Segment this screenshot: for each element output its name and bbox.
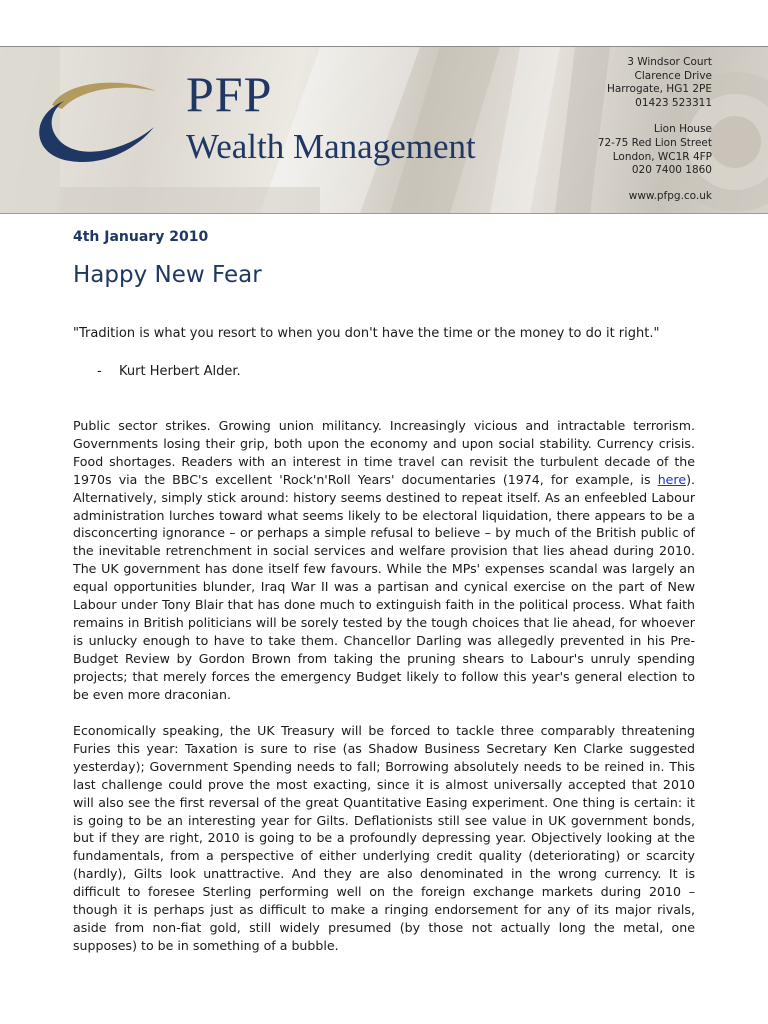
epigraph-quote: "Tradition is what you resort to when you don't have the time or the money to do it right." [73,326,660,341]
pfp-swoosh-logo-icon [24,75,164,165]
document-date: 4th January 2010 [73,229,209,245]
office1-line2: Clarence Drive [634,69,712,82]
bbc-documentary-link[interactable]: here [657,471,687,487]
office1-line1: 3 Windsor Court [627,56,712,68]
brand-name: PFP [186,66,273,122]
office2-line2: 72-75 Red Lion Street [597,136,712,149]
brand-subtitle: Wealth Management [186,127,476,166]
document-title: Happy New Fear [73,262,262,288]
office2-line1: Lion House [653,123,712,136]
office2-line3: London, WC1R 4FP [612,150,712,163]
body-paragraph-1 [73,417,695,704]
office1-phone: 01423 523311 [635,96,712,109]
page-top-margin [0,0,768,46]
office1-line3: Harrogate, HG1 2PE [606,83,712,96]
paragraph-1-text-end: ). Alternatively, simply stick around: history seems destined to repeat itself. As an enfeebled Labour administration lurches toward what seems likely to be electoral liquidation, there appears to be a disconcerting ignorance – or perhaps a simple refusal to believe – by much of the British public of the inevitable retrenchment in social services and welfare provision that lies ahead during 2010. The UK government has done itself few favours. While the MPs' expenses scandal was largely an equal opportunities blunder, Iraq War II was a partisan and cynical exercise on the part of New Labour under Tony Blair that has done much to extinguish faith in the political process. What faith remains in British politicians will be sorely tested by the tough choices that lie ahead, for whoever is unlucky enough to have to take them. Chancellor Darling was allegedly prevented in his Pre-Budget Review by Gordon Brown from taking the pruning shears to Labour's unruly spending projects; that merely forces the emergency Budget likely to follow this year's general election to be even more draconian. [73,471,695,702]
quote-attribution [97,364,241,379]
office2-phone: 020 7400 1860 [631,164,712,177]
body-paragraph-2: Economically speaking, the UK Treasury will be forced to tackle three comparably threatening Furies this year: Taxation is sure to rise (as Shadow Business Secretary Ken Clarke suggested yesterday); Government Spending needs to fall; Borrowing absolutely needs to be reined in. This last challenge could prove the most exacting, since it is almost universally accepted that 2010 will also see the first reversal of the great Quantitative Easing experiment. One thing is certain: it is going to be an interesting year for Gilts. Deflationists still see value in UK government bonds, but if they are right, 2010 is going to be a profoundly depressing year. Objectively looking at the fundamentals, from a perspective of either underlying credit quality (deteriorating) or scarcity (hardly), Gilts look unattractive. And they are also denominated in the wrong currency. It is difficult to foresee Sterling performing well on the foreign exchange markets during 2010 – though it is perhaps just as difficult to make a ringing endorsement for any of its major rivals, aside from non-fiat gold, still widely presumed (by those not actually long the metal, one supposes) to be in something of a bubble. [73,723,695,953]
attribution-name: Kurt Herbert Alder. [119,364,241,379]
letterhead-banner [0,46,768,214]
office-addresses [598,56,712,203]
attribution-dash: - [97,364,102,379]
paragraph-1-text-start: Public sector strikes. Growing union militancy. Increasingly vicious and intractable terrorism. Governments losing their grip, both upon the economy and upon social stability. Currency crisis. Food shortages. Readers with an interest in time travel can revisit the turbulent decade of the 1970s via the BBC's excellent 'Rock'n'Roll Years' documentaries (1974, for example, is [73,418,695,487]
website-link[interactable]: www.pfpg.co.uk [628,189,712,202]
